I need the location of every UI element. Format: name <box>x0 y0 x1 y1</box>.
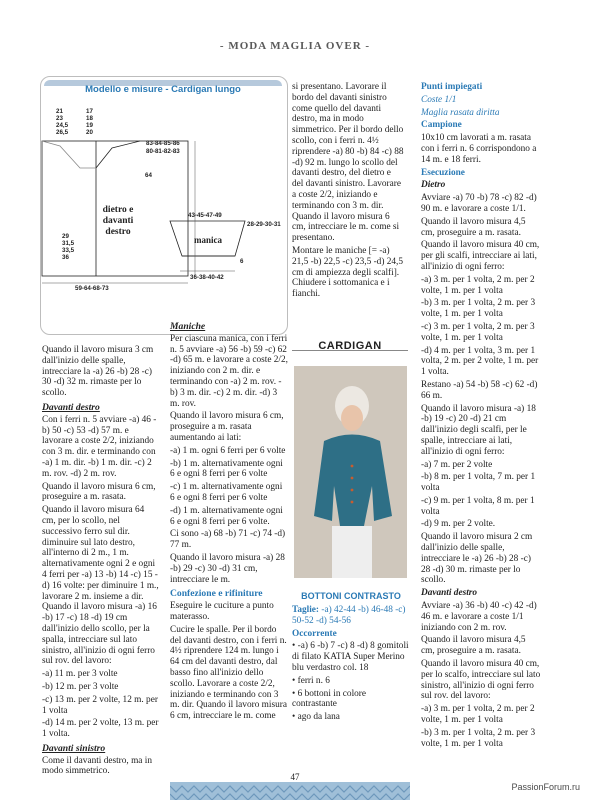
sleeve-bottom: 36-38-40-42 <box>190 274 224 281</box>
section-heading: Davanti destro <box>42 401 100 413</box>
size-list-a: 21 23 24,5 26,5 <box>56 108 69 136</box>
list-item: • -a) 6 -b) 7 -c) 8 -d) 8 gomitoli di filato KATIA Super Merino blu verdastro col. 18 <box>292 641 409 673</box>
paragraph: Quando il lavoro misura 64 cm, per lo scollo, nel successivo ferro sul dir. diminuire sul lato destro, all'interno di 2 m., 1 m. alternativamente ogni 2 e ogni 4 ferri per -a) 13 -b) 14 -c) 15 -d) 16 volte: per diminuire 1 m., lavorare 2 m. insieme a dir. Quando il lavoro misura -a) 16 -b) 17 -c) 18 -d) 19 cm dall'inizio dello scollo, per la spalla, intrecciare sul lato sinistro, all'inizio di ogni ferro sul rov. del lavoro: <box>42 505 159 667</box>
paragraph: -b) 3 m. per 1 volta, 2 m. per 3 volte, 1 m. per 1 volta <box>421 298 536 320</box>
section-heading: Davanti sinistro <box>42 742 106 754</box>
divider <box>292 350 408 355</box>
campione-heading: Campione <box>421 120 462 131</box>
paragraph: Quando il lavoro misura 40 cm, per lo scalfo, intrecciare sul lato sinistro, all'inizio di ogni ferro sul rov. del lavoro: <box>421 659 541 702</box>
list-item: • ago da lana <box>292 712 340 723</box>
paragraph: Quando il lavoro misura 3 cm dall'inizio delle spalle, intrecciare la -a) 26 -b) 28 -c) 30 -d) 32 m. rimaste per lo scollo. <box>42 345 154 399</box>
paragraph: Restano -a) 54 -b) 58 -c) 62 -d) 66 m. <box>421 379 538 401</box>
esecuzione-heading: Esecuzione <box>421 167 465 178</box>
knit-texture <box>170 782 410 800</box>
paragraph: -b) 3 m. per 1 volta, 2 m. per 3 volte, 1 m. per 1 volta <box>421 727 536 749</box>
sleeve-6: 6 <box>240 258 244 265</box>
section-heading: Confezione e rifiniture <box>170 588 263 600</box>
sleeve-side: 28-29-30-31 <box>247 221 281 228</box>
section-title-cardigan: CARDIGAN <box>318 340 382 352</box>
paragraph: Quando il lavoro misura -a) 28 -b) 29 -c) 30 -d) 31 cm, intrecciare le m. <box>170 552 285 585</box>
page-number: 47 <box>290 772 300 782</box>
paragraph: Eseguire le cuciture a punto materasso. <box>170 601 274 622</box>
paragraph: Avviare -a) 36 -b) 40 -c) 42 -d) 46 m. e lavorare a coste 1/1 iniziando con 2 m. rov. <box>421 601 537 633</box>
paragraph: Quando il lavoro misura 2 cm dall'inizio delle spalle, intrecciare le -a) 26 -b) 28 -c) 28 -d) 30 m. rimaste per lo scollo. <box>421 532 533 586</box>
paragraph: -b) 1 m. alternativamente ogni 6 e ogni 8 ferri per 6 volte <box>170 458 283 480</box>
paragraph: Avviare -a) 70 -b) 78 -c) 82 -d) 90 m. e lavorare a coste 1/1. <box>421 193 537 214</box>
paragraph: -c) 9 m. per 1 volta, 8 m. per 1 volta <box>421 495 535 517</box>
paragraph: -b) 12 m. per 3 volte <box>42 681 119 692</box>
paragraph: -c) 1 m. alternativamente ogni 6 e ogni 8 ferri per 6 volte <box>170 482 283 503</box>
punti-line: Coste 1/1 <box>421 94 457 105</box>
paragraph: Montare le maniche [= -a) 21,5 -b) 22,5 -c) 23,5 -d) 24,5 cm di ampiezza degli scalfi]. Chiudere i sottomanica e i fianchi. <box>292 245 404 300</box>
paragraph: -a) 7 m. per 2 volte <box>421 459 493 470</box>
davanti-heading: Davanti destro <box>421 588 478 599</box>
paragraph: -d) 4 m. per 1 volta, 3 m. per 1 volta, 2 m. per 2 volte, 1 m. per 1 volta. <box>421 345 539 378</box>
paragraph: -a) 1 m. ogni 6 ferri per 6 volte <box>170 445 286 456</box>
list-item: • ferri n. 6 <box>292 675 330 686</box>
paragraph: 10x10 cm lavorati a m. rasata con i ferri n. 6 corrispondono a 14 m. e 18 ferri. <box>421 133 537 165</box>
paragraph: -c) 13 m. per 2 volte, 12 m. per 1 volta <box>42 694 158 716</box>
model-photo <box>294 366 407 578</box>
list-item: • 6 bottoni in colore contrastante <box>292 688 367 710</box>
paragraph: Quando il lavoro misura 6 cm, proseguire a m. rasata aumentando ai lati: <box>170 411 284 443</box>
paragraph: -a) 11 m. per 3 volte <box>42 669 118 680</box>
column-1 <box>42 345 160 779</box>
size-list-lower: 29 31,5 33,5 36 <box>62 233 75 261</box>
paragraph: si presentano. Lavorare il bordo del davanti sinistro come quello del davanti destro, ma in modo simmetrico. Per il bordo dello scollo, con i ferri n. 4½ riprendere -a) 80 -b) 84 -c) 88 -d) 92 m. lungo lo scollo del davanti destro, del dietro e del davanti sinistro. Lavorare a coste 2/2, iniziando e terminando con 3 m. dir. Quando il lavoro misura 6 cm, intrecciare le m. come si presentano. <box>292 82 404 244</box>
sleeve-label: manica <box>194 235 222 245</box>
paragraph: -c) 3 m. per 1 volta, 2 m. per 3 volte, 1 m. per 1 volta <box>421 321 535 343</box>
materials-block <box>292 605 410 725</box>
paragraph: Quando il lavoro misura 40 cm, per gli scalfi, intrecciare ai lati, all'inizio di ogni ferro: <box>421 240 540 272</box>
paragraph: Quando il lavoro misura -a) 18 -b) 19 -c) 20 -d) 21 cm dall'inizio degli scalfi, per le spalle, intrecciare ai lati, all'inizio di ogni ferro: <box>421 403 536 457</box>
punti-line: Maglia rasata diritta <box>421 107 500 118</box>
taglie-values: -a) 42-44 -b) 46-48 -c) 50-52 -d) 54-56 <box>292 605 406 626</box>
neckline <box>42 141 96 168</box>
taglie-label: Taglie: <box>292 605 320 615</box>
size-list-b: 17 18 19 20 <box>86 108 93 136</box>
body-label: dietro e davanti destro <box>102 205 134 237</box>
paragraph: -a) 3 m. per 1 volta, 2 m. per 2 volte, 1 m. per 1 volta <box>421 704 535 726</box>
dietro-heading: Dietro <box>421 180 446 191</box>
paragraph: -b) 8 m. per 1 volta, 7 m. per 1 volta <box>421 472 536 494</box>
height-b: 80-81-82-83 <box>146 148 180 155</box>
paragraph: -a) 3 m. per 1 volta, 2 m. per 2 volte, 1 m. per 1 volta <box>421 274 535 296</box>
side-64: 64 <box>145 172 152 179</box>
paragraph: Quando il lavoro misura 6 cm, proseguire a m. rasata. <box>42 481 156 503</box>
punti-heading: Punti impiegati <box>421 82 483 92</box>
watermark: PassionForum.ru <box>511 782 580 792</box>
paragraph: Con i ferri n. 5 avviare -a) 46 -b) 50 -c) 53 -d) 57 m. e lavorare a coste 2/2, iniziando con 3 m. dir. e terminando con -a) 1 m. dir. -b) 1 m. dir. -c) 2 m. rov. -d) 2 m. rov. <box>42 414 157 479</box>
paragraph: Come il davanti destro, ma in modo simmetrico. <box>42 755 152 777</box>
column-3 <box>292 82 404 302</box>
diagram-title: Modello e misure - Cardigan lungo <box>85 84 241 95</box>
paragraph: Quando il lavoro misura 4,5 cm, proseguire a m. rasata. <box>421 635 526 657</box>
paragraph: -d) 9 m. per 2 volte. <box>421 519 496 530</box>
page-header <box>0 0 590 60</box>
column-4 <box>421 82 541 751</box>
paragraph: -d) 1 m. alternativamente ogni 6 e ogni 8 ferri per 6 volte. <box>170 505 283 527</box>
column-2 <box>170 318 288 724</box>
running-title: - MODA MAGLIA OVER - <box>219 40 371 52</box>
schematic-drawing <box>40 76 286 333</box>
occorrente-heading: Occorrente <box>292 628 337 639</box>
bottom-width: 59-64-68-73 <box>75 285 109 292</box>
paragraph: Cucire le spalle. Per il bordo del davanti destro, con i ferri n. 4½ riprendere 124 m. lungo i 64 cm del davanti destro, dal basso fino all'inizio dello scollo. Lavorare a coste 2/2, iniziando e terminando con 3 m. dir. Quando il lavoro misura 6 cm, intrecciare le m. come <box>170 624 287 722</box>
paragraph: Quando il lavoro misura 4,5 cm, proseguire a m. rasata. <box>421 216 526 238</box>
paragraph: Ci sono -a) 68 -b) 71 -c) 74 -d) 77 m. <box>170 529 286 551</box>
paragraph: -d) 14 m. per 2 volte, 13 m. per 1 volta. <box>42 718 159 740</box>
bottoni-title: BOTTONI CONTRASTO <box>301 591 401 601</box>
front-neck <box>96 141 140 168</box>
height-total: 83-84-85-86 <box>146 140 180 147</box>
section-heading: Maniche <box>170 321 206 332</box>
sleeve-top: 43-45-47-49 <box>188 212 222 219</box>
paragraph: Per ciascuna manica, con i ferri n. 5 avviare -a) 56 -b) 59 -c) 62 -d) 65 m. e lavorare a coste 2/2, iniziando con 2 m. dir. e terminando con -a) 2 m. rov. -b) 3 m. dir. -c) 2 m. dir. -d) 3 m. rov. <box>170 333 288 409</box>
